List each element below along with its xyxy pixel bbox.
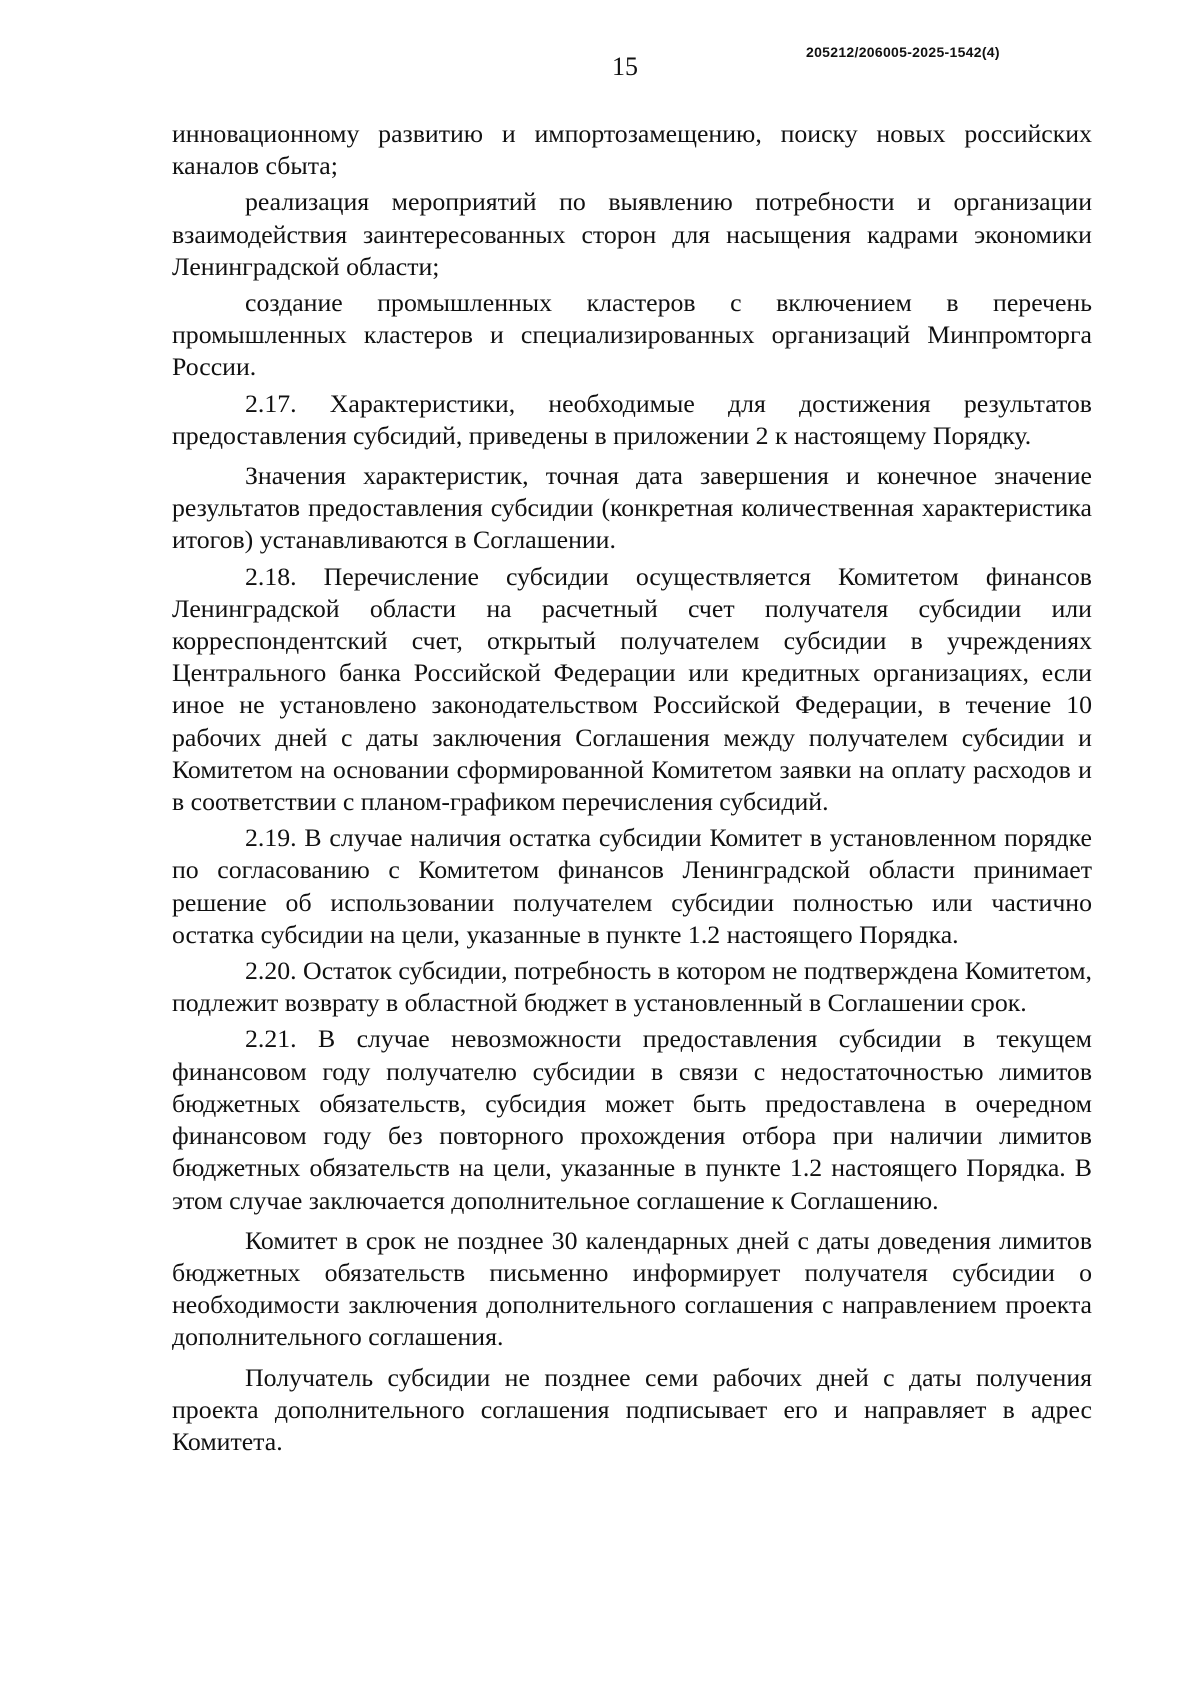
paragraph-2-17: 2.17. Характеристики, необходимые для достижения результатов предоставления субсидий, приведены в приложении 2 к настоящему Порядку. bbox=[172, 388, 1092, 450]
paragraph-2-20: 2.20. Остаток субсидии, потребность в котором не подтверждена Комитетом, подлежит возврату в областной бюджет в установленный в Соглашении срок. bbox=[172, 956, 1092, 1018]
paragraph-2-19: 2.19. В случае наличия остатка субсидии Комитет в установленном порядке по согласованию с Комитетом финансов Ленинградской области принимает решение об использовании получателем субсидии полностью или частично остатка субсидии на цели, указанные в пункте 1.2 настоящего Порядка. bbox=[172, 823, 1092, 949]
paragraph-industrial-clusters: создание промышленных кластеров с включением в перечень промышленных кластеров и специализированных организаций Минпромторга России. bbox=[172, 288, 1092, 382]
document-registration-number: 205212/206005-2025-1542(4) bbox=[806, 44, 1000, 60]
paragraph-continuation: инновационному развитию и импортозамещению, поиску новых российских каналов сбыта; bbox=[172, 119, 1092, 181]
paragraph-recipient-signing: Получатель субсидии не позднее семи рабочих дней с даты получения проекта дополнительного соглашения подписывает его и направляет в адрес Комитета. bbox=[172, 1362, 1092, 1456]
paragraph-2-21: 2.21. В случае невозможности предоставления субсидии в текущем финансовом году получателю субсидии в связи с недостаточностью лимитов бюджетных обязательств, субсидия может быть предоставлена в очередном финансовом году без повторного прохождения отбора при наличии лимитов бюджетных обязательств на цели, указанные в пункте 1.2 настоящего Порядка. В этом случае заключается дополнительное соглашение к Соглашению. bbox=[172, 1024, 1092, 1215]
page-number: 15 bbox=[612, 52, 638, 81]
paragraph-committee-notification: Комитет в срок не позднее 30 календарных дней с даты доведения лимитов бюджетных обязательств письменно информирует получателя субсидии о необходимости заключения дополнительного соглашения с направлением проекта дополнительного соглашения. bbox=[172, 1225, 1092, 1352]
paragraph-2-18: 2.18. Перечисление субсидии осуществляется Комитетом финансов Ленинградской области на расчетный счет получателя субсидии или корреспондентский счет, открытый получателем субсидии в учреждениях Центрального банка Российской Федерации или кредитных организациях, если иное не установлено законодательством Российской Федерации, в течение 10 рабочих дней с даты заключения Соглашения между получателем субсидии и Комитетом на основании сформированной Комитетом заявки на оплату расходов и в соответствии с планом-графиком перечисления субсидий. bbox=[172, 561, 1092, 817]
paragraph-staff-measures: реализация мероприятий по выявлению потребности и организации взаимодействия заинтересованных сторон для насыщения кадрами экономики Ленинградской области; bbox=[172, 187, 1092, 281]
paragraph-characteristic-values: Значения характеристик, точная дата завершения и конечное значение результатов предоставления субсидии (конкретная количественная характеристика итогов) устанавливаются в Соглашении. bbox=[172, 461, 1092, 555]
document-body bbox=[172, 118, 1092, 1458]
